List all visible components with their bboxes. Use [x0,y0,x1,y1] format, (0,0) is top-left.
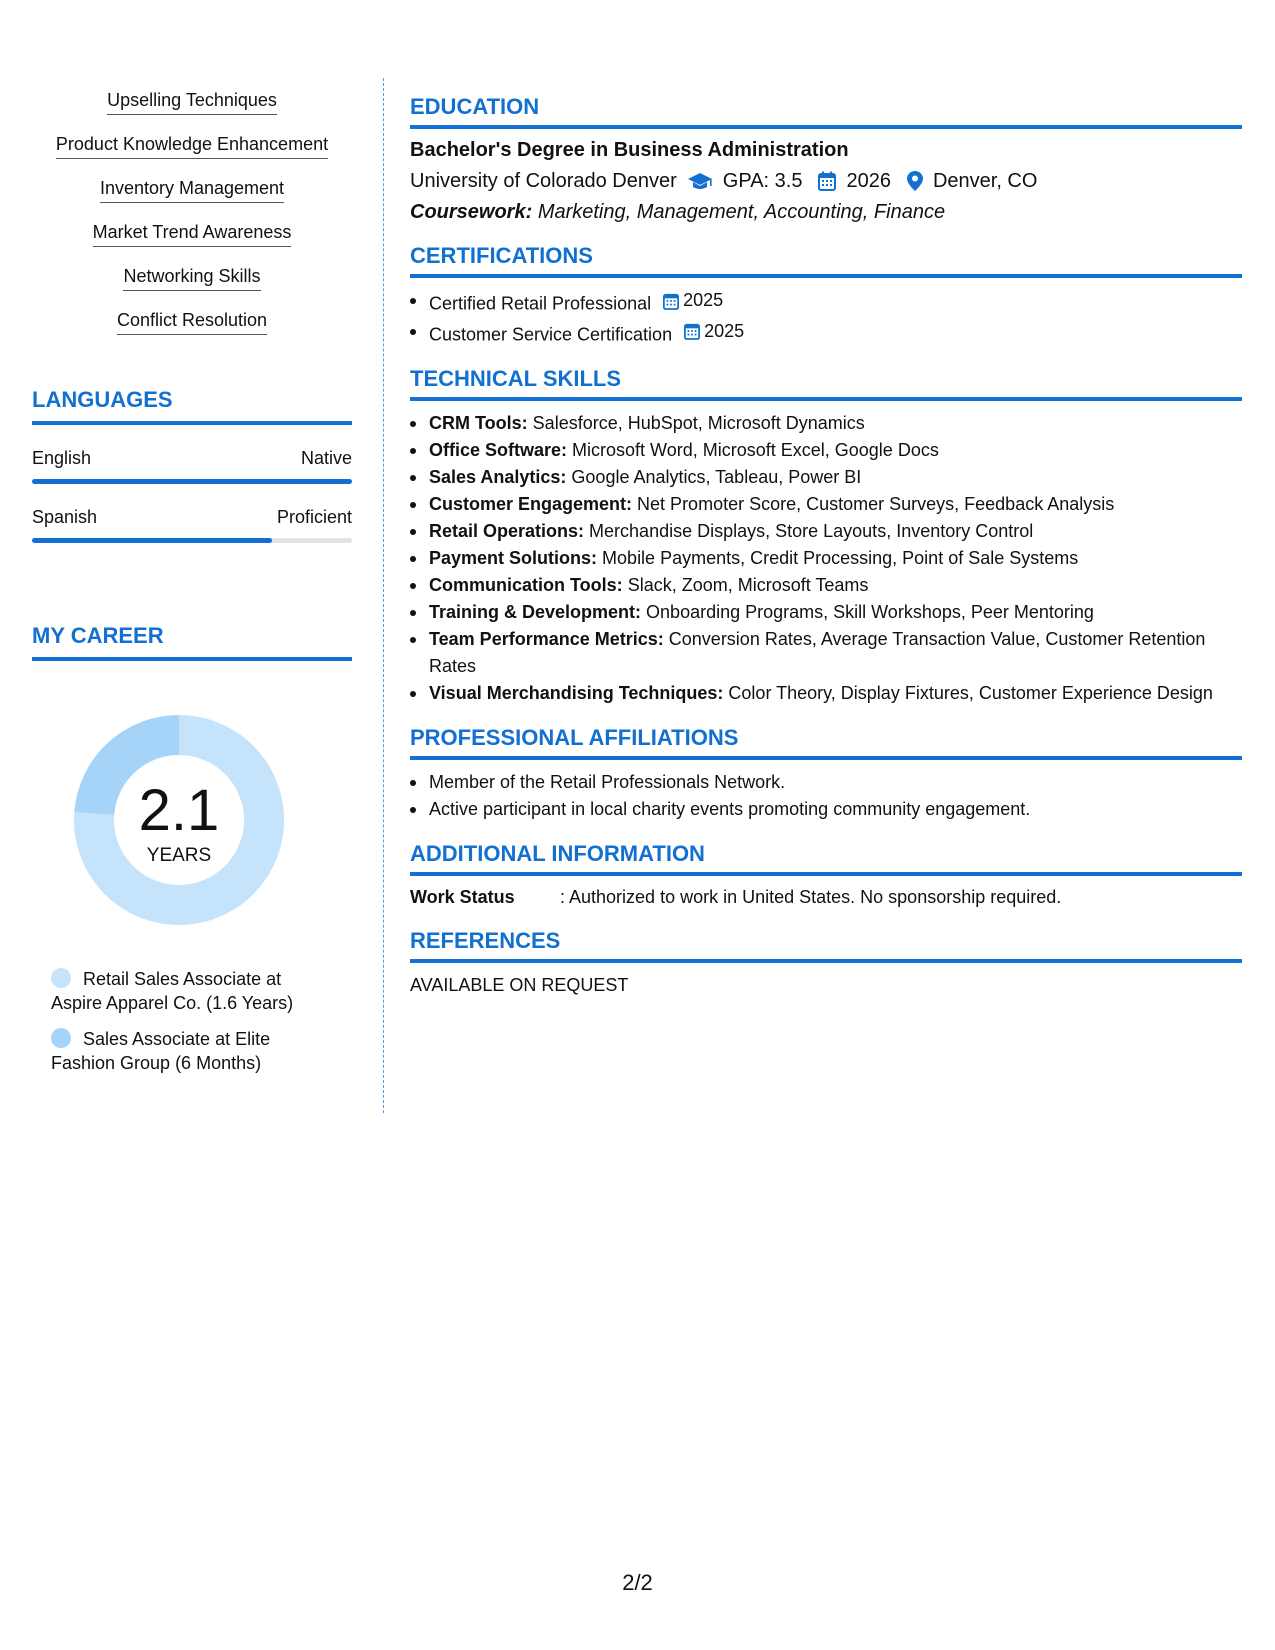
career-section [32,621,352,1075]
school-location: Denver, CO [932,170,1038,192]
tech-skill-value: Slack, Zoom, Microsoft Teams [627,575,869,595]
tech-skill-value: Color Theory, Display Fixtures, Customer Experience Design [728,683,1213,703]
calendar-icon [684,322,700,340]
tech-skill-value: Merchandise Displays, Store Layouts, Inventory Control [589,521,1034,541]
certifications-list [410,287,1242,348]
skill-item [32,132,352,159]
languages-section [32,385,352,543]
tech-skill-value: Mobile Payments, Credit Processing, Point of Sale Systems [602,548,1079,568]
language-row-spanish [32,506,352,543]
work-status-row [410,884,1242,910]
legend-item [51,967,321,1015]
tech-skill-label: Communication Tools: [429,575,623,595]
tech-skill-item [410,599,1242,626]
tech-skill-value: Onboarding Programs, Skill Workshops, Peer Mentoring [646,602,1094,622]
tech-skill-item [410,464,1242,491]
degree-title: Bachelor's Degree in Business Administration [410,139,849,161]
language-bar [32,538,352,543]
coursework-label: Coursework: [410,201,533,223]
column-divider [383,78,384,1113]
skill-label: Upselling Techniques [107,88,277,115]
skill-item [32,88,352,115]
additional-info-title: ADDITIONAL INFORMATION [410,841,705,866]
technical-skills-list [410,410,1242,707]
section-rule [410,756,1242,760]
skill-label: Networking Skills [123,264,260,291]
tech-skill-label: Customer Engagement: [429,494,633,514]
languages-title: LANGUAGES [32,387,173,412]
additional-info-section [410,839,1242,910]
skill-label: Conflict Resolution [117,308,267,335]
tech-skill-value: Salesforce, HubSpot, Microsoft Dynamics [532,413,865,433]
language-row-english [32,447,352,484]
language-bar-fill [32,479,352,484]
location-pin-icon [907,171,923,191]
tech-skill-label: Visual Merchandising Techniques: [429,683,724,703]
skill-label: Market Trend Awareness [93,220,292,247]
section-rule [410,125,1242,129]
career-legend [51,967,321,1075]
skill-label: Product Knowledge Enhancement [56,132,328,159]
language-bar [32,479,352,484]
legend-label: Retail Sales Associate at Aspire Apparel Co. (1.6 Years) [51,969,294,1013]
career-total: 2.1 [138,778,220,843]
tech-skill-item [410,518,1242,545]
tech-skill-label: Payment Solutions: [429,548,598,568]
skill-item [32,264,352,291]
certification-name: Certified Retail Professional [429,293,652,314]
legend-dot [51,968,71,988]
tech-skill-item [410,680,1242,707]
certifications-section [410,241,1242,348]
section-rule [32,657,352,661]
school-name: University of Colorado Denver [410,170,677,192]
tech-skill-item [410,410,1242,437]
education-title: EDUCATION [410,94,540,119]
work-status-label: Work Status [410,887,515,907]
affiliations-section [410,723,1242,823]
tech-skill-label: Team Performance Metrics: [429,629,664,649]
left-column [32,78,352,1087]
technical-skills-section [410,364,1242,707]
career-donut [66,707,292,933]
right-column [410,92,1242,1014]
legend-label: Sales Associate at Elite Fashion Group (6 Months) [51,1029,271,1073]
education-section [410,92,1242,225]
section-rule [410,872,1242,876]
language-bar-fill [32,538,272,543]
skill-item [32,176,352,203]
skill-label: Inventory Management [100,176,284,203]
tech-skill-label: Sales Analytics: [429,467,567,487]
tech-skill-label: Retail Operations: [429,521,585,541]
affiliations-list [410,769,1242,823]
skill-item [32,220,352,247]
skills-list [32,88,352,335]
certification-year: 2025 [704,320,745,341]
section-rule [410,397,1242,401]
section-rule [410,274,1242,278]
tech-skill-label: Training & Development: [429,602,642,622]
education-details [410,168,1242,194]
technical-skills-title: TECHNICAL SKILLS [410,366,622,391]
affiliation-item: Member of the Retail Professionals Network. [410,769,1242,796]
language-name: Spanish [32,507,98,527]
section-rule [32,421,352,425]
coursework-value: Marketing, Management, Accounting, Finance [537,201,946,223]
tech-skill-value: Net Promoter Score, Customer Surveys, Feedback Analysis [637,494,1115,514]
affiliations-title: PROFESSIONAL AFFILIATIONS [410,725,739,750]
calendar-icon [663,292,679,310]
tech-skill-item [410,626,1242,680]
skill-item [32,308,352,335]
certification-item [410,287,1242,318]
coursework [410,199,1242,225]
language-name: English [32,448,92,468]
section-rule [410,959,1242,963]
tech-skill-label: CRM Tools: [429,413,528,433]
language-level: Proficient [276,507,352,527]
affiliation-item: Active participant in local charity events promoting community engagement. [410,796,1242,823]
certification-name: Customer Service Certification [429,324,673,344]
legend-item [51,1027,321,1075]
references-section [410,926,1242,998]
references-text: AVAILABLE ON REQUEST [410,975,629,995]
tech-skill-value: Microsoft Word, Microsoft Excel, Google Docs [572,440,939,460]
tech-skill-item [410,572,1242,599]
certification-item [410,318,1242,349]
tech-skill-item [410,491,1242,518]
tech-skill-label: Office Software: [429,440,568,460]
certification-year: 2025 [683,290,724,310]
legend-dot [51,1028,71,1048]
tech-skill-value: Conversion Rates, Average Transaction Value, Customer Retention Rates [429,629,1206,676]
tech-skill-item [410,545,1242,572]
graduation-cap-icon [687,171,713,191]
graduation-year: 2026 [846,170,891,192]
calendar-icon [818,171,836,191]
career-title: MY CAREER [32,623,164,648]
references-title: REFERENCES [410,928,561,953]
career-unit: YEARS [146,845,212,866]
certifications-title: CERTIFICATIONS [410,243,593,268]
gpa: GPA: 3.5 [722,170,803,192]
work-status-value: : Authorized to work in United States. No sponsorship required. [560,887,1062,907]
page-number: 2/2 [622,1570,653,1595]
tech-skill-value: Google Analytics, Tableau, Power BI [571,467,862,487]
language-level: Native [300,448,352,468]
tech-skill-item [410,437,1242,464]
